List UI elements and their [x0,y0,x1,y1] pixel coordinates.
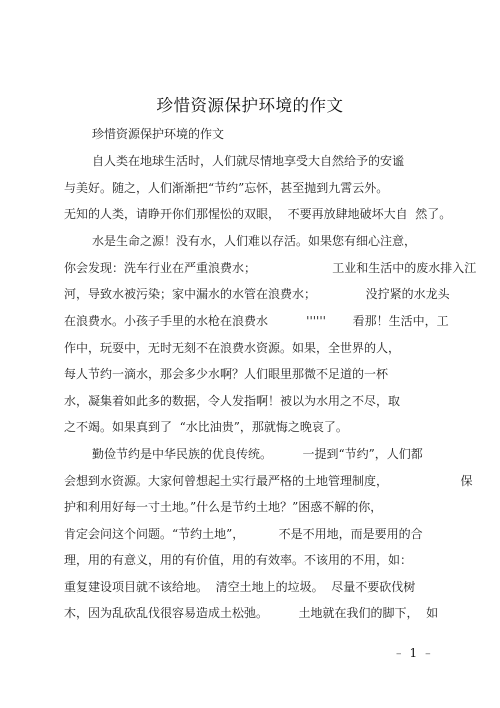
text-line: 每人节约一滴水，那会多少水啊？人们眼里那微不足道的一杯 [64,367,389,381]
text-line: 无知的人类，请睁开你们那惺忪的双眼， 不要再放肆地破坏大自 然了。 [64,207,452,221]
page-number-dash-right: – [425,647,431,660]
text-line: 在浪费水。小孩子手里的水枪在浪费水 '''''' 看那！生活中，工 [64,314,449,328]
text-line: 护和利用好每一寸土地。”什么是节约土地？”困惑不解的你， [64,500,383,514]
text-line: 重复建设项目就不该给地。 清空土地上的垃圾。 尽量不要砍伐树 [64,580,416,594]
text-line: 会想到水资源。大家何曾想起土实行最严格的土地管理制度， 保 [64,474,473,488]
text-line: 理，用的有意义，用的有价值，用的有效率。不该用的不用，如： [64,553,413,567]
text-line: 自人类在地球生活时，人们就尽情地享受大自然给予的安谧 [92,154,405,168]
text-line: 之不竭。如果真到了 “水比油贵”，那就悔之晚哀了。 [64,420,348,434]
text-line: 木，因为乱砍乱伐很容易造成土松弛。 土地就在我们的脚下， 如 [64,606,439,620]
text-line: 河，导致水被污染；家中漏水的水管在浪费水； 没拧紧的水龙头 [64,287,450,301]
text-line: 肯定会问这个问题。“节约土地”， 不是不用地，而是要用的合 [64,527,423,541]
page-number-value: 1 [409,646,418,660]
document-title: 珍惜资源保护环境的作文 [156,96,344,115]
text-line: 与美好。随之，人们渐渐把“节约”忘怀，甚至抛到九霄云外。 [64,181,389,195]
page-number [396,646,456,660]
text-line: 你会发现：洗车行业在严重浪费水； 工业和生活中的废水排入江 [64,261,477,275]
text-line: 作中，玩耍中，无时无刻不在浪费水资源。如果，全世界的人， [64,341,401,355]
text-line: 水是生命之源！没有水，人们难以存活。如果您有细心注意， [92,234,417,248]
page-number-dash-left: – [396,647,402,660]
document-subtitle: 珍惜资源保护环境的作文 [92,127,225,141]
text-line: 勤俭节约是中华民族的优良传统。 一提到“节约”，人们都 [92,447,423,461]
text-line: 水，凝集着如此多的数据，令人发指啊！被以为水用之不尽，取 [64,394,401,408]
